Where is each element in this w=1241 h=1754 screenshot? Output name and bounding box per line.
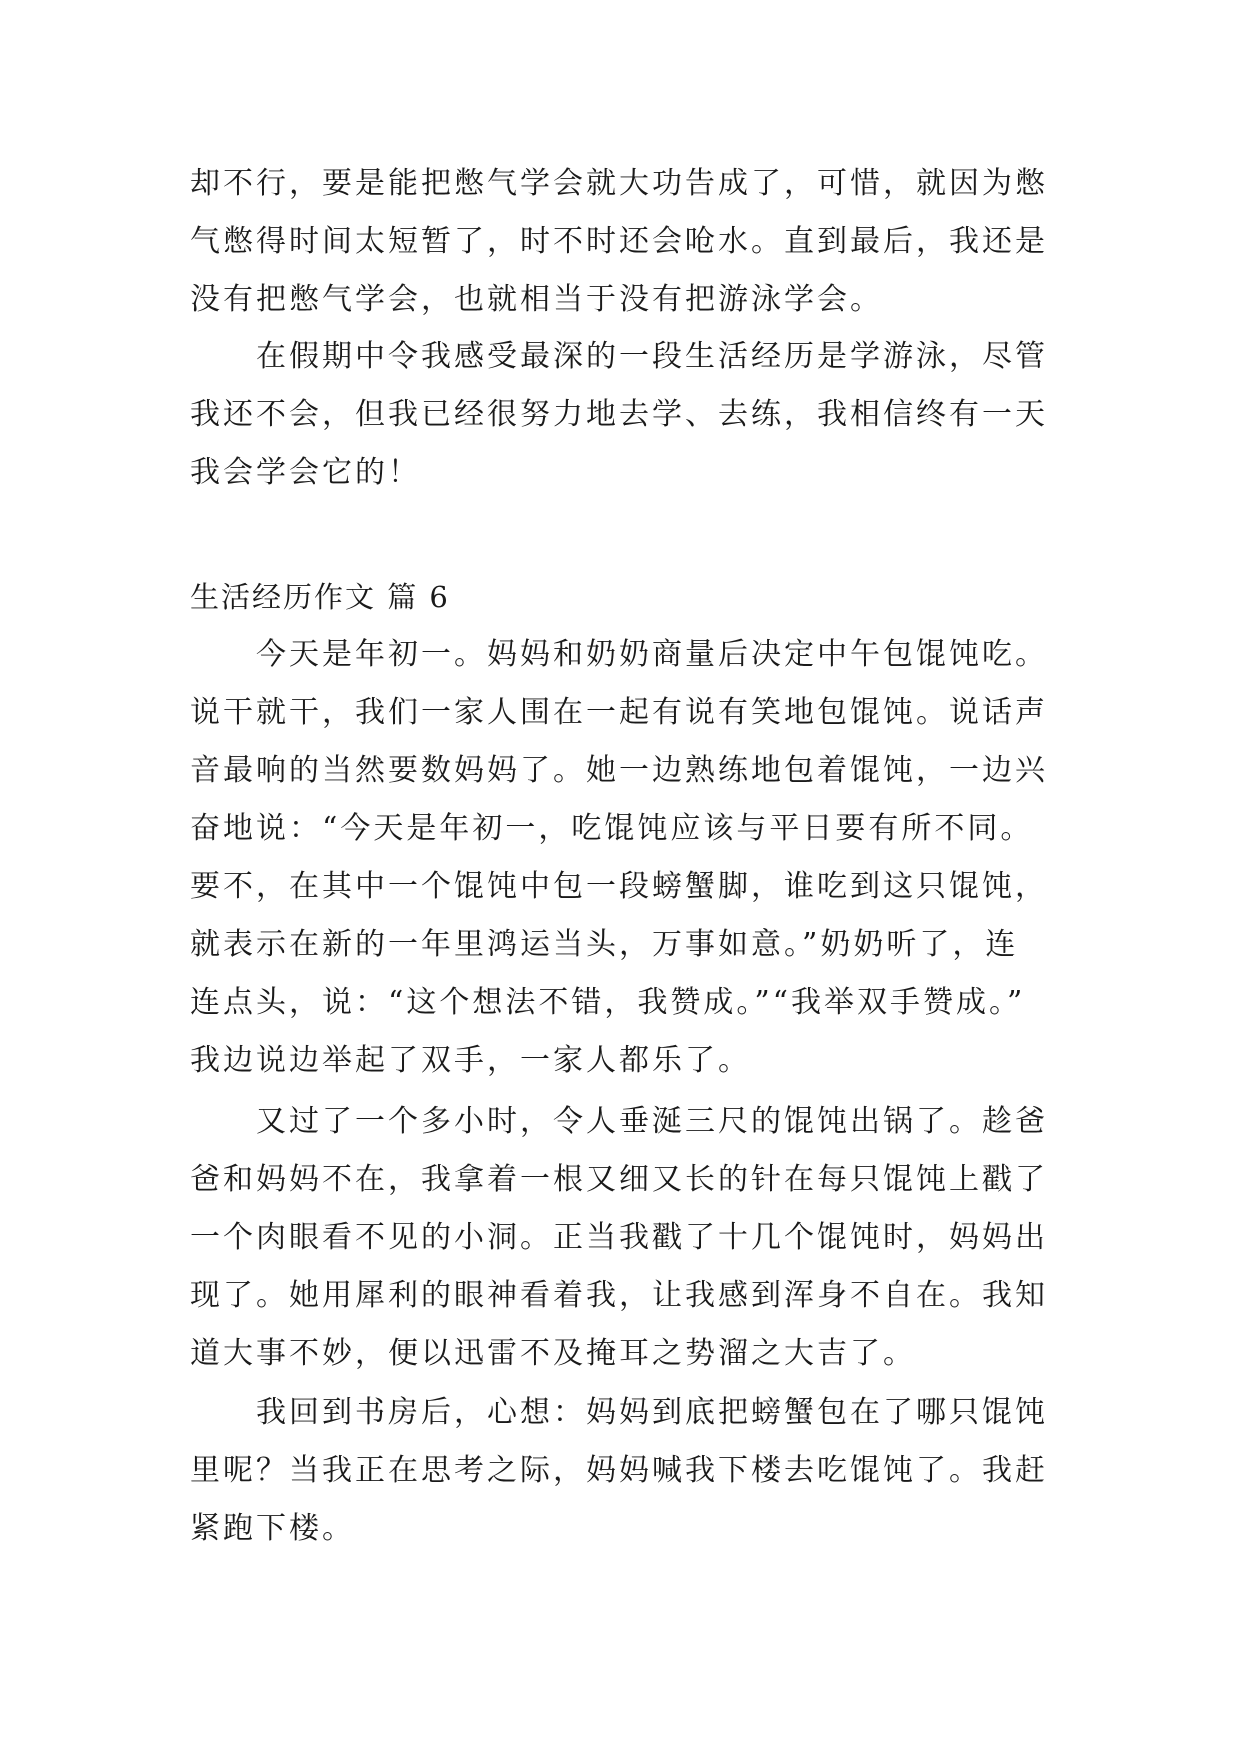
text-line: 音最响的当然要数妈妈了。她一边熟练地包着馄饨，一边兴 xyxy=(190,753,1048,788)
text-line: 我会学会它的！ xyxy=(190,455,421,490)
text-line: 却不行，要是能把憋气学会就大功告成了，可惜，就因为憋 xyxy=(190,166,1048,201)
text-line: 今天是年初一。妈妈和奶奶商量后决定中午包馄饨吃。 xyxy=(256,637,1048,672)
text-line: 紧跑下楼。 xyxy=(190,1511,355,1546)
text-line: 说干就干，我们一家人围在一起有说有笑地包馄饨。说话声 xyxy=(190,695,1048,730)
text-line: 在假期中令我感受最深的一段生活经历是学游泳，尽管 xyxy=(256,339,1048,374)
text-line: 现了。她用犀利的眼神看着我，让我感到浑身不自在。我知 xyxy=(190,1278,1048,1313)
text-line: 连点头，说：“这个想法不错，我赞成。”“我举双手赞成。” xyxy=(190,985,1026,1020)
text-line: 没有把憋气学会，也就相当于没有把游泳学会。 xyxy=(190,282,883,317)
text-line: 我回到书房后，心想：妈妈到底把螃蟹包在了哪只馄饨 xyxy=(256,1395,1048,1430)
text-line: 气憋得时间太短暂了，时不时还会呛水。直到最后，我还是 xyxy=(190,224,1048,259)
text-line: 又过了一个多小时，令人垂涎三尺的馄饨出锅了。趁爸 xyxy=(256,1104,1048,1139)
text-line: 里呢？当我正在思考之际，妈妈喊我下楼去吃馄饨了。我赶 xyxy=(190,1453,1048,1488)
text-line: 一个肉眼看不见的小洞。正当我戳了十几个馄饨时，妈妈出 xyxy=(190,1220,1048,1255)
text-line: 我边说边举起了双手，一家人都乐了。 xyxy=(190,1043,751,1078)
paragraph-study-room xyxy=(190,1384,1070,1558)
text-line: 我还不会，但我已经很努力地去学、去练，我相信终有一天 xyxy=(190,397,1048,432)
paragraph-needle xyxy=(190,1093,1070,1383)
text-line: 就表示在新的一年里鸿运当头，万事如意。”奶奶听了，连 xyxy=(190,927,1019,962)
text-line: 道大事不妙，便以迅雷不及掩耳之势溜之大吉了。 xyxy=(190,1336,916,1371)
essay-section-6 xyxy=(190,568,1070,1090)
text-line: 奋地说：“今天是年初一，吃馄饨应该与平日要有所不同。 xyxy=(190,811,1034,846)
section-heading: 生活经历作文 篇 6 xyxy=(190,580,450,614)
paragraph-swimming-end xyxy=(190,155,1070,329)
paragraph-swimming-conclusion xyxy=(190,328,1070,502)
text-line: 爸和妈妈不在，我拿着一根又细又长的针在每只馄饨上戳了 xyxy=(190,1162,1048,1197)
text-line: 要不，在其中一个馄饨中包一段螃蟹脚，谁吃到这只馄饨， xyxy=(190,869,1048,904)
